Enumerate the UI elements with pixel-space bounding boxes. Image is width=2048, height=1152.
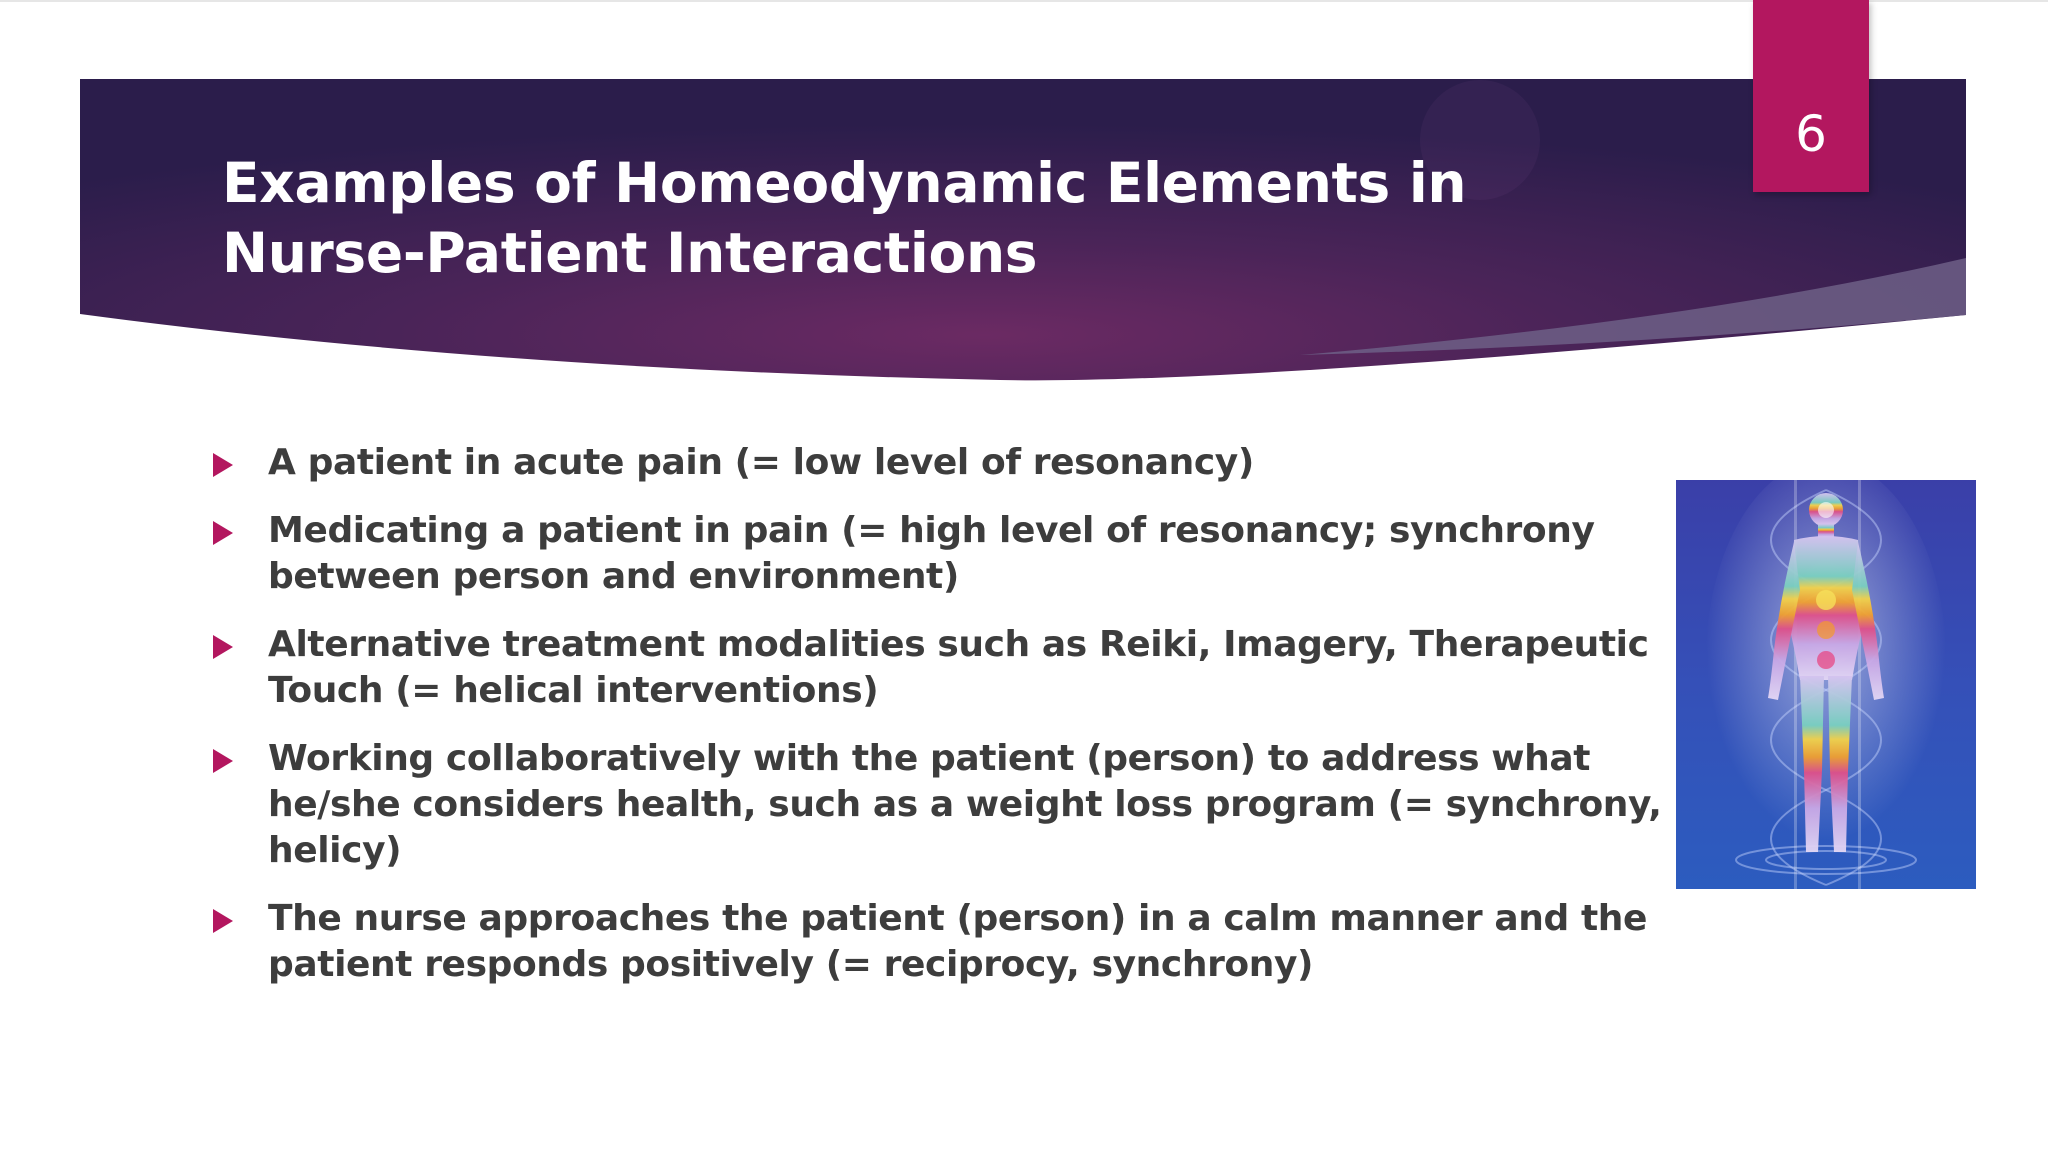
bullet-list [205,440,1675,1010]
list-item [205,736,1675,874]
slide-title: Examples of Homeodynamic Elements in Nurse-Patient Interactions [222,151,1467,285]
bullet-text: A patient in acute pain (= low level of resonancy) [268,442,1254,483]
bullet-text: Working collaboratively with the patient (person) to address what he/she considers health, such as a weight loss program (= synchrony, helicy) [268,738,1662,871]
bullet-text: The nurse approaches the patient (person) in a calm manner and the patient responds positively (= reciprocy, synchrony) [268,898,1648,985]
list-item [205,622,1675,714]
page-number: 6 [1795,105,1827,163]
bullet-text: Medicating a patient in pain (= high level of resonancy; synchrony between person and environment) [268,510,1595,597]
list-item [205,440,1675,486]
page-number-tag [1753,0,1869,192]
human-energy-figure-icon [1676,480,1976,889]
triangle-bullet-icon [213,635,233,659]
triangle-bullet-icon [213,521,233,545]
list-item [205,896,1675,988]
list-item [205,508,1675,600]
triangle-bullet-icon [213,909,233,933]
triangle-bullet-icon [213,749,233,773]
triangle-bullet-icon [213,453,233,477]
bullet-text: Alternative treatment modalities such as Reiki, Imagery, Therapeutic Touch (= helical interventions) [268,624,1649,711]
